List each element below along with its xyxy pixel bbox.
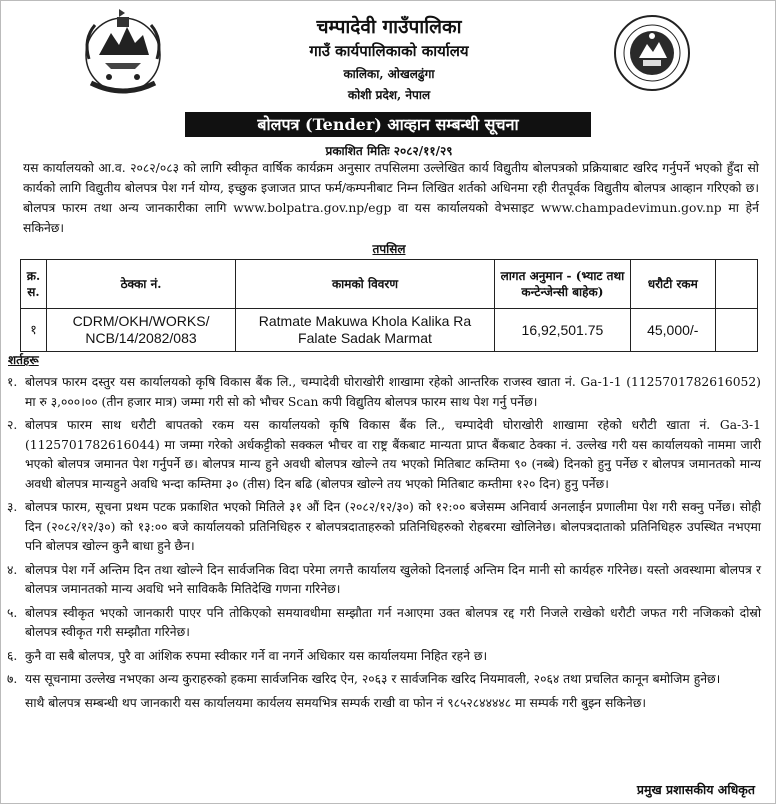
contact-note: साथै बोलपत्र सम्बन्धी थप जानकारी यस कार्यालयमा कार्यलय समयभित्र सम्पर्क राखी वा फोन नं ९८५२८४४४४८ मा सम्पर्क गरी बुझ्न सकिनेछ। [25,695,647,710]
cell-deposit: 45,000/- [631,309,716,352]
term-text: बोलपत्र फारम दस्तुर यस कार्यालयको कृषि विकास बैंक लि., चम्पादेवी घोराखोरी शाखामा रहेको आन्तरिक राजस्व खाता नं. Ga-1-1 (1125701782616052) मा रु ३,०००।०० (तीन हजार मात्र) जम्मा गरी सो को भौचर Scan कपी विद्युतिय बोलपत्र फारम साथ पेश गर्नु पर्नेछ। [25,375,761,409]
tender-table [20,259,758,352]
cell-description: Ratmate Makuwa Khola Kalika Ra Falate Sadak Marmat [236,309,495,352]
term-number: १. [7,375,18,389]
term-number: ५. [7,605,18,620]
term-number: २. [7,418,18,432]
terms-heading: शर्तहरू [8,353,39,367]
office-province: कोशी प्रदेश, नेपाल [347,88,431,102]
term-number: ७. [7,672,18,686]
term-item [7,647,761,667]
municipality-name: चम्पादेवी गाउँपालिका [316,16,462,38]
term-number: ३. [7,500,18,514]
col-header-deposit: धरौटी रकम [631,260,716,309]
published-date: प्रकाशित मितिः २०८२/११/२९ [325,144,453,158]
term-number: ६. [7,648,18,663]
col-header-sn: क्र. स. [21,260,47,309]
table-header-row [21,260,758,309]
col-header-contract-no: ठेक्का नं. [46,260,235,309]
terms-list [7,373,761,713]
intro-paragraph: यस कार्यालयको आ.व. २०८२/०८३ को लागि स्वीकृत वार्षिक कार्यक्रम अनुसार तपसिलमा उल्लेखित कार्य विद्युतीय बोलपत्रको प्रक्रियाबाट खरिद गर्नुपर्ने भएको हुँदा सो कार्यको लागि विद्युतीय बोलपत्र पेश गर्न योग्य, इच्छुक इजाजत प्राप्त फर्म/कम्पनीबाट निम्न लिखित शर्तको अधिनमा रही रीतपूर्वक विद्युतीय बोलपत्र आव्हान गरिएको छ। बोलपत्र फारम तथा अन्य जानकारीका लागि www.bolpatra.gov.np/egp वा यस कार्यालयको वेभसाइट www.champadevimun.gov.np मा हेर्न सकिनेछ। [23,161,759,235]
cell-sn: १ [21,309,47,352]
signoff-title: प्रमुख प्रशासकीय अधिकृत [636,782,755,797]
term-item [7,604,761,643]
cell-blank [715,309,757,352]
term-text: बोलपत्र पेश गर्ने अन्तिम दिन तथा खोल्ने दिन सार्वजनिक विदा परेमा लगत्तै कार्यालय खुलेको दिनलाई अन्तिम दिन मानी सो कार्यहरु गरिनेछ। यस्तो अवस्थामा बोलपत्र र बोलपत्र जमानतको मान्य अवधि भने साविककै मितिदेखि गणना गरिनेछ। [25,562,761,596]
term-item [7,561,761,600]
term-item [7,498,761,557]
term-text: बोलपत्र फारम, सूचना प्रथम पटक प्रकाशित भएको मितिले ३१ औं दिन (२०८२/१२/३०) को १२:०० बजेसम्म अनिवार्य अनलाईन प्रणालीमा पेश गरी सक्नु पर्नेछ। सोही दिन (२०८२/१२/३०) को १३:०० बजे कार्यालयको प्रतिनिधिहरु र बोलपत्रदाताहरुको प्रतिनिधिहरुको रोहबरमा खोलिनेछ। बोलपत्रदाताको प्रतिनिधिहरु उपस्थित नभएमा पनि बोलपत्र खोल्न कुनै बाधा हुने छैन। [25,500,761,553]
col-header-description: कामको विवरण [236,260,495,309]
cell-contract-no: CDRM/OKH/WORKS/ NCB/14/2082/083 [46,309,235,352]
office-location: कालिका, ओखलढुंगा [343,67,435,81]
cell-estimate: 16,92,501.75 [494,309,630,352]
col-header-estimate: लागत अनुमान - (भ्याट तथा कन्टेन्जेन्सी बाहेक) [494,260,630,309]
col-header-blank [715,260,757,309]
term-number: ४. [7,562,18,577]
term-text: बोलपत्र फारम साथ धरौटी बापतको रकम यस कार्यालयको कृषि विकास बैंक लि., चम्पादेवी घोराखोरी शाखामा रहेको धरौटी खाता नं. Ga-3-1 (1125701782616044) मा जम्मा गरेको अर्धकट्टीको सक्कल भौचर वा राष्ट्र बैंकबाट मान्यता प्राप्त बैंकबाट ठेक्का नं. उल्लेख गरी यस कार्यालयको नाममा जारी भएको बोलपत्र जमानत पेश गर्नुपर्ने छ। बोलपत्र मान्य हुने अवधी बोलपत्र खोल्ने तय भएको मितिबाट कम्तिमा ९० (नब्बे) दिनको हुनु पर्नेछ र बोलपत्र जमानतको मान्य अवधी बोलपत्र मान्यहुने अवधि भन्दा कम्तिमा ३० (तीस) दिन बढि (बोलपत्र खोल्ने तय भएको मितिबाट कम्तीमा १२० दिन) हुनु पर्नेछ। [25,418,761,491]
term-item [7,373,761,412]
notice-title: बोलपत्र (Tender) आव्हान सम्बन्धी सूचना [185,112,591,137]
term-item [7,670,761,690]
table-row [21,309,758,352]
term-text: बोलपत्र स्वीकृत भएको जानकारी पाएर पनि तोकिएको समयावधीमा सम्झौता गर्न नआएमा उक्त बोलपत्र रद्द गरी निजले राखेको धरौटी जफत गरी नजिकको दोस्रो बोलपत्र स्वीकृत गरी सम्झौता गरिनेछ। [25,605,761,639]
term-item [7,416,761,494]
term-text: कुनै वा सबै बोलपत्र, पुरै वा आंशिक रुपमा स्वीकार गर्ने वा नगर्ने अधिकार यस कार्यालयमा निहित रहने छ। [25,648,488,663]
schedule-heading: तपसिल [372,242,406,256]
term-text: यस सूचनामा उल्लेख नभएका अन्य कुराहरुको हकमा सार्वजनिक खरिद ऐन, २०६३ र सार्वजनिक खरिद नियमावली, २०६४ तथा प्रचलित कानून बमोजिम हुनेछ। [25,672,721,686]
office-name: गाउँ कार्यपालिकाको कार्यालय [309,42,469,60]
